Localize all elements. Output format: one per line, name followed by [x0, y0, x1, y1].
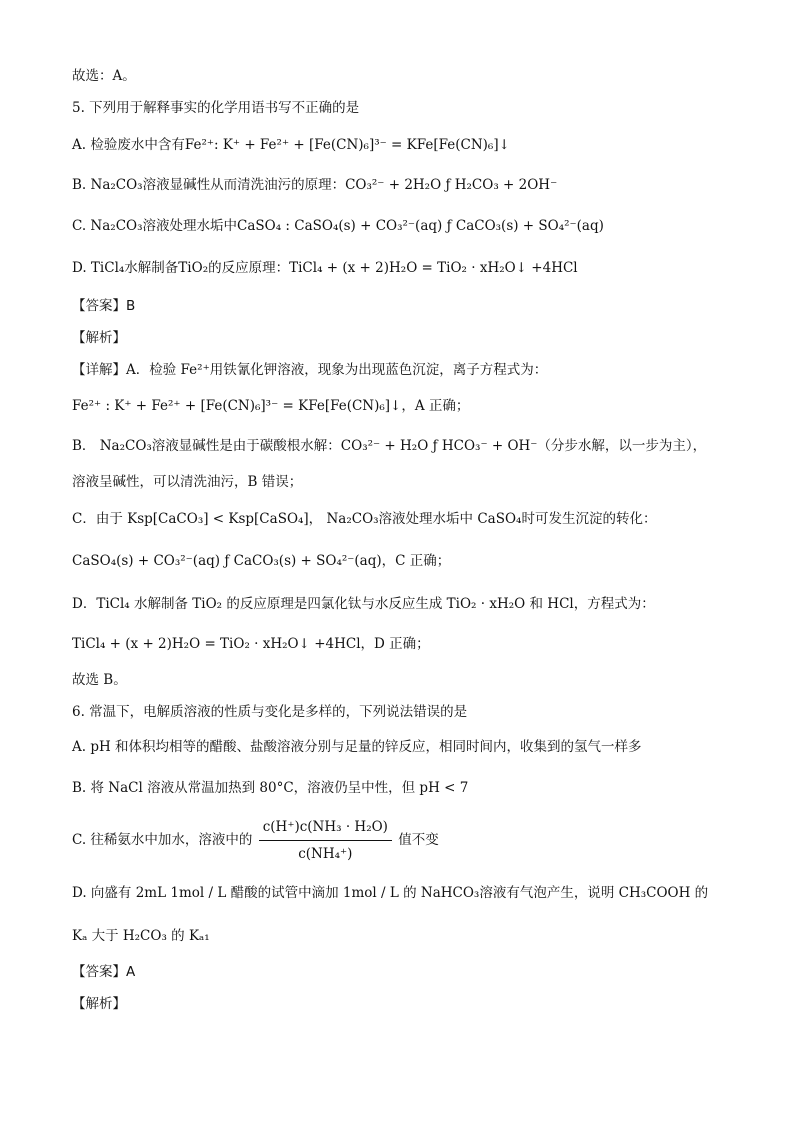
- detail-line-1: 【详解】A．检验 Fe²⁺用铁氰化钾溶液，现象为出现蓝色沉淀，离子方程式为：: [72, 362, 548, 378]
- question-6-option-a: A. pH 和体积均相等的醋酸、盐酸溶液分别与足量的锌反应，相同时间内，收集到的氢气一样多: [72, 739, 642, 755]
- detail-line-6: CaSO₄(s) + CO₃²⁻(aq) ƒ CaCO₃(s) + SO₄²⁻(aq)，C 正确；: [72, 553, 451, 569]
- question-5-option-c: C. Na₂CO₃溶液处理水垢中CaSO₄ : CaSO₄(s) + CO₃²⁻(aq) ƒ CaCO₃(s) + SO₄²⁻(aq): [72, 218, 604, 234]
- question-5-option-b: B. Na₂CO₃溶液显碱性从而清洗油污的原理：CO₃²⁻ + 2H₂O ƒ H₂CO₃ + 2OH⁻: [72, 177, 558, 193]
- detail-line-7: D．TiCl₄ 水解制备 TiO₂ 的反应原理是四氯化钛与水反应生成 TiO₂ · xH₂O 和 HCl，方程式为：: [72, 596, 655, 612]
- question-6-option-c-suffix: 值不变: [398, 832, 439, 848]
- detail-line-4: 溶液呈碱性，可以清洗油污，B 错误；: [72, 474, 303, 490]
- question-6-option-b: B. 将 NaCl 溶液从常温加热到 80°C，溶液仍呈中性，但 pH < 7: [72, 780, 469, 796]
- fraction-numerator: c(H⁺)c(NH₃ · H₂O): [259, 816, 392, 841]
- detail-line-2: Fe²⁺ : K⁺ + Fe²⁺ + [Fe(CN)₆]³⁻ = KFe[Fe(CN)₆]↓，A 正确；: [72, 398, 470, 414]
- fraction-denominator: c(NH₄⁺): [298, 846, 353, 862]
- question-6-option-c-prefix: C. 往稀氨水中加水，溶液中的: [72, 832, 253, 848]
- question-6-option-d: D. 向盛有 2mL 1mol / L 醋酸的试管中滴加 1mol / L 的 NaHCO₃溶液有气泡产生，说明 CH₃COOH 的: [72, 885, 709, 901]
- question-6-stem: 6. 常温下，电解质溶液的性质与变化是多样的，下列说法错误的是: [72, 704, 468, 720]
- detail-line-3: B． Na₂CO₃溶液显碱性是由于碳酸根水解：CO₃²⁻ + H₂O ƒ HCO₃⁻ + OH⁻（分步水解，以一步为主），: [72, 438, 707, 454]
- question-6-answer: 【答案】A: [72, 964, 136, 980]
- detail-line-8: TiCl₄ + (x + 2)H₂O = TiO₂ · xH₂O↓ +4HCl，D 正确；: [72, 636, 430, 652]
- question-6-option-c: [72, 816, 439, 865]
- detail-line-9: 故选 B。: [72, 672, 127, 688]
- detail-line-5: C．由于 Ksp[CaCO₃] < Ksp[CaSO₄]， Na₂CO₃溶液处理水垢中 CaSO₄时可发生沉淀的转化：: [72, 511, 657, 527]
- question-5-option-d: D. TiCl₄水解制备TiO₂的反应原理：TiCl₄ + (x + 2)H₂O = TiO₂ · xH₂O↓ +4HCl: [72, 260, 578, 276]
- question-5-analysis-label: 【解析】: [72, 330, 126, 346]
- question-5-stem: 5. 下列用于解释事实的化学用语书写不正确的是: [72, 100, 360, 116]
- question-5-answer: 【答案】B: [72, 298, 136, 314]
- fraction: [259, 816, 392, 865]
- question-6-analysis-label: 【解析】: [72, 996, 126, 1012]
- answer-choice-line: 故选：A。: [72, 68, 136, 84]
- question-6-option-d-continued: Kₐ 大于 H₂CO₃ 的 Kₐ₁: [72, 928, 210, 944]
- question-5-option-a: A. 检验废水中含有Fe²⁺: K⁺ + Fe²⁺ + [Fe(CN)₆]³⁻ = KFe[Fe(CN)₆]↓: [72, 137, 510, 153]
